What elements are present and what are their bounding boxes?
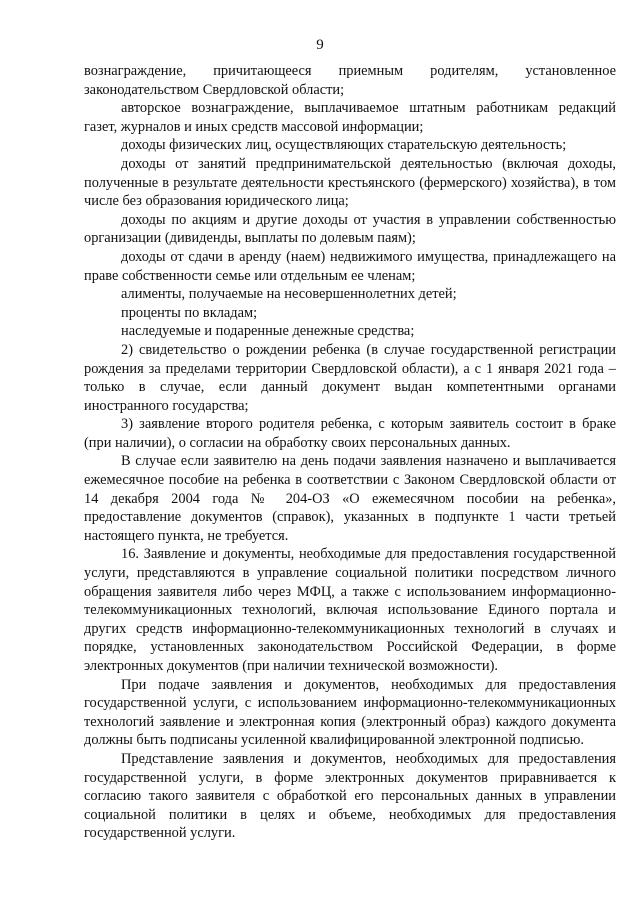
paragraph-dividend-income: доходы по акциям и другие доходы от участия в управлении собственностью организации (дивиденды, выплаты по долевым паям); xyxy=(84,211,616,247)
paragraph-authors-remuneration: авторское вознаграждение, выплачиваемое штатным работникам редакций газет, журналов и иных средств массовой информации; xyxy=(84,100,616,135)
paragraph-rental-income: доходы от сдачи в аренду (наем) недвижимого имущества, принадлежащего на праве собственности семье или отдельным ее членам; xyxy=(84,248,616,284)
paragraph-deposit-interest: проценты по вкладам; xyxy=(121,304,258,321)
paragraph-item-16-submission: 16. Заявление и документы, необходимые для предоставления государственной услуги, представляются в управление социальной политики посредством личного обращения заявителя либо через МФЦ, а также с использованием информационно-телекоммуникационных технологий, включая использование Единого портала и других средств информационно-телекоммуникационных технологий в случаях и порядке, установленных законодательством Российской Федерации, в форме электронных документов (при наличии технической возможности). xyxy=(84,546,616,674)
paragraph-electronic-signature: При подаче заявления и документов, необходимых для предоставления государственной услуги, с использованием информационно-телекоммуникационных технологий заявление и электронная копия (электронный образ) каждого документа должны быть подписаны усиленной квалифицированной электронной подписью. xyxy=(84,676,616,749)
paragraph-second-parent-consent: 3) заявление второго родителя ребенка, с которым заявитель состоит в браке (при наличии), о согласии на обработку своих персональных данных. xyxy=(84,416,616,451)
document-body xyxy=(84,62,616,843)
paragraph-prospecting-income: доходы физических лиц, осуществляющих старательскую деятельность; xyxy=(121,137,567,154)
paragraph-alimony: алименты, получаемые на несовершеннолетних детей; xyxy=(121,286,457,303)
paragraph-consent-personal-data: Представление заявления и документов, необходимых для предоставления государственной услуги, в форме электронных документов приравнивается к согласию такого заявителя с обработкой его персональных данных в управлении социальной политики в целях и объеме, необходимых для предоставления государственной услуги. xyxy=(84,750,616,842)
paragraph-inherited-funds: наследуемые и подаренные денежные средства; xyxy=(121,323,415,340)
page-number: 9 xyxy=(316,37,324,53)
paragraph-birth-certificate: 2) свидетельство о рождении ребенка (в случае государственной регистрации рождения за пределами территории Свердловской области), а с 1 января 2021 года – только в случае, если данный документ выдан компетентными органами иностранного государства; xyxy=(84,341,616,414)
paragraph-foster-parents-remuneration: вознаграждение, причитающееся приемным родителям, установленное законодательством Свердловской области; xyxy=(84,63,616,98)
paragraph-monthly-allowance-case: В случае если заявителю на день подачи заявления назначено и выплачивается ежемесячное пособие на ребенка в соответствии с Законом Свердловской области от 14 декабря 2004 года № 204-ОЗ «О ежемесячном пособии на ребенка», предоставление документов (справок), указанных в подпункте 1 части третьей настоящего пункта, не требуется. xyxy=(84,453,616,544)
paragraph-business-income: доходы от занятий предпринимательской деятельностью (включая доходы, полученные в результате деятельности крестьянского (фермерского) хозяйства), в том числе без образования юридического лица; xyxy=(84,155,616,210)
